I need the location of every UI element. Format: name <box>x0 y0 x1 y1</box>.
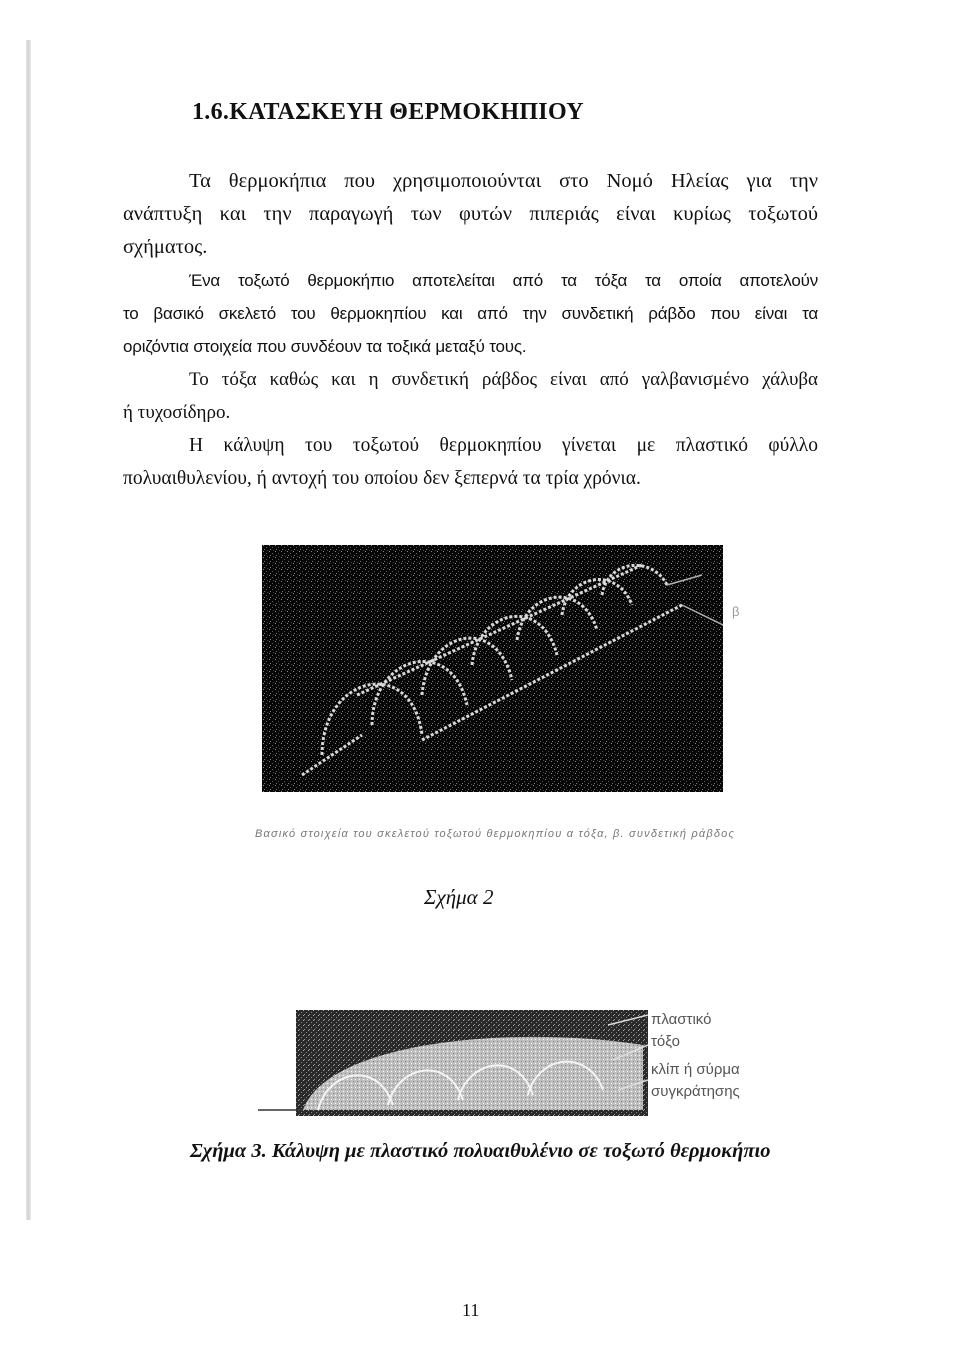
page-number: 11 <box>462 1300 480 1320</box>
figure-3-label: κλίπ ή σύρμα <box>651 1061 740 1078</box>
paragraph-line: σχήματος. <box>123 236 208 258</box>
paragraph-line: Τα θερμοκήπια που χρησιμοποιούνται στο Νομό Ηλείας για την <box>189 170 818 192</box>
paragraph-line: Το τόξα καθώς και η συνδετική ράβδος είναι από γαλβανισμένο χάλυβα <box>189 369 818 390</box>
figure-3-label: τόξο <box>651 1033 680 1050</box>
paragraph-line: το βασικό σκελετό του θερμοκηπίου και από την συνδετική ράβδο που είναι τα <box>123 304 818 323</box>
paragraph-line: πολυαιθυλενίου, ή αντοχή του οποίου δεν ξεπερνά τα τρία χρόνια. <box>123 468 641 489</box>
paragraph-line: ή τυχοσίδηρο. <box>123 402 231 423</box>
paragraph-line: ανάπτυξη και την παραγωγή των φυτών πιπεριάς είναι κυρίως τοξωτού <box>123 203 818 225</box>
greenhouse-frame-photo <box>262 545 723 792</box>
paragraph-line: Η κάλυψη του τοξωτού θερμοκηπίου γίνεται με πλαστικό φύλλο <box>189 435 818 456</box>
figure-2-title: Σχήμα 2 <box>424 885 494 909</box>
scan-edge-line <box>26 40 31 1220</box>
figure-3-label: πλαστικό <box>651 1011 712 1028</box>
figure-3-label: συγκράτησης <box>651 1083 740 1100</box>
paragraph-line: Ένα τοξωτό θερμοκήπιο αποτελείται από τα τόξα τα οποία αποτελούν <box>189 271 818 290</box>
figure-label-b: β <box>732 604 740 619</box>
figure-2-caption: Βασικό στοιχεία του σκελετού τοξωτού θερμοκηπίου α τόξα, β. συνδετική ράβδος <box>255 828 736 840</box>
figure-3-labels <box>651 1009 740 1103</box>
paragraph-line: οριζόντια στοιχεία που συνδέουν τα τοξικά μεταξύ τους. <box>123 337 527 356</box>
section-title: 1.6.ΚΑΤΑΣΚΕΥΗ ΘΕΡΜΟΚΗΠΙΟΥ <box>192 99 584 125</box>
plastic-cover-photo <box>258 1010 648 1116</box>
figure-3-title: Σχήμα 3. Κάλυψη με πλαστικό πολυαιθυλένιο σε τοξωτό θερμοκήπιο <box>190 1140 771 1162</box>
